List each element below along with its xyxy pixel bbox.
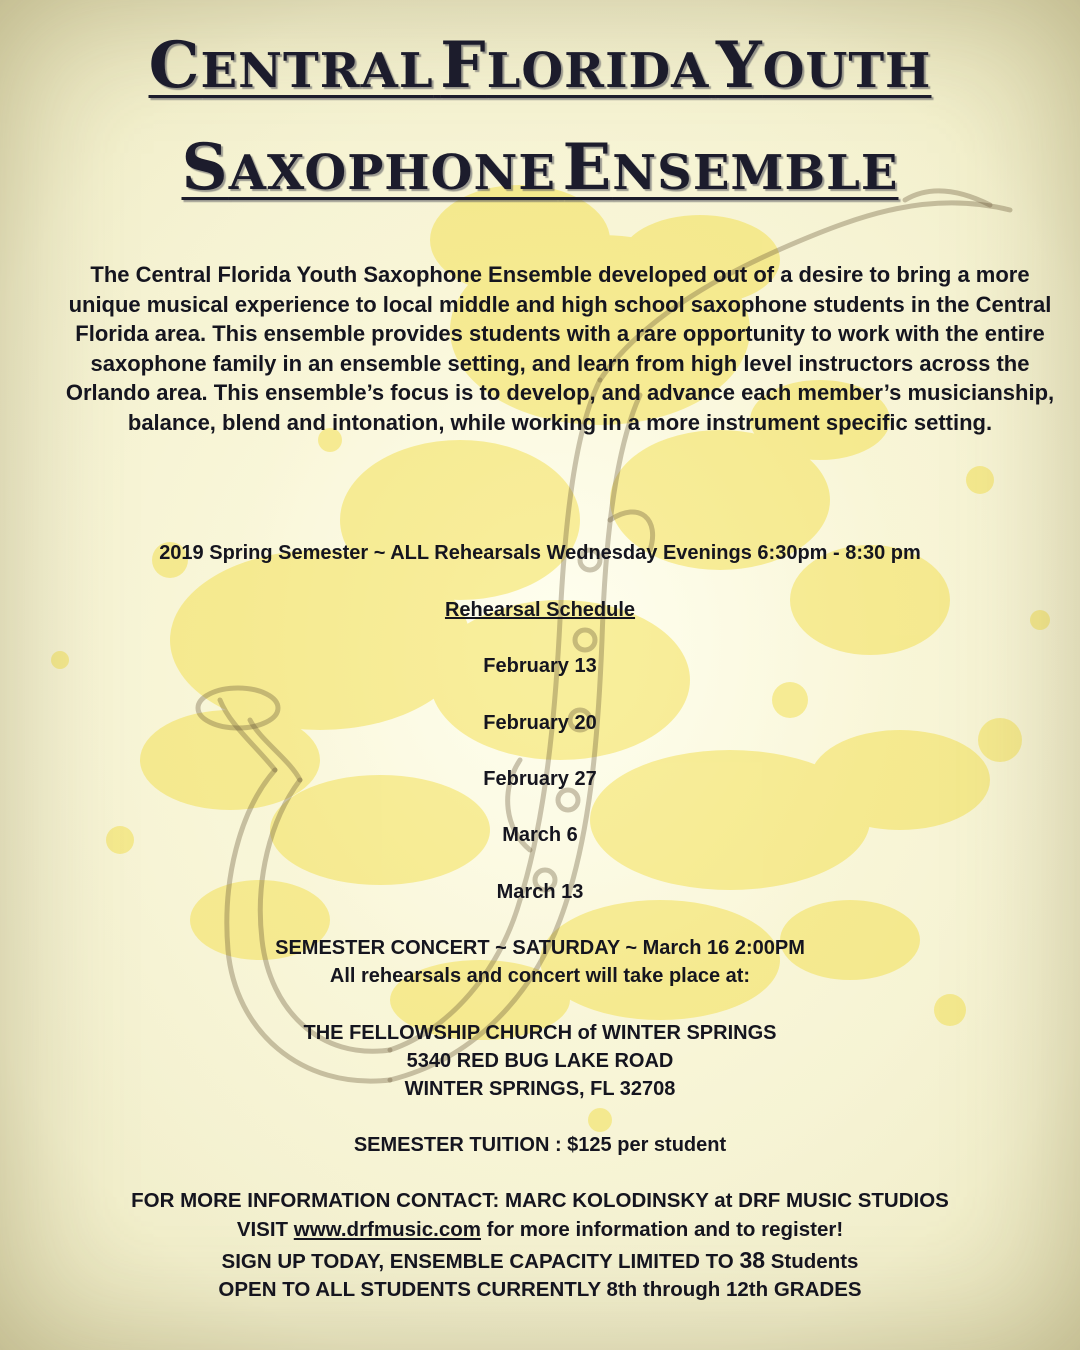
title-word-rest: OUTH: [762, 43, 932, 99]
capacity-prefix: SIGN UP TODAY, ENSEMBLE CAPACITY LIMITED TO: [221, 1250, 740, 1273]
venue-street: 5340 RED BUG LAKE ROAD: [406, 1050, 674, 1072]
title-word-rest: LORIDA: [486, 43, 710, 99]
rehearsal-date: March 6: [502, 824, 578, 846]
title-initial: S: [181, 130, 229, 205]
title-word-rest: ENTRAL: [200, 43, 434, 99]
rehearsal-date: February 27: [483, 768, 597, 790]
intro-paragraph: The Central Florida Youth Saxophone Ensemble developed out of a desire to bring a more unique musical experience to local middle and high school saxophone students in the Central Florida area. This ensemble provides students with a rare opportunity to work with the entire saxophone family in an ensemble setting, and learn from high level instructors across the Orlando area. This ensemble’s focus is to develop, and advance each member’s musicianship, balance, blend and intonation, while working in a more instrument specific setting.: [65, 262, 1055, 435]
title-word-rest: NSEMBLE: [612, 145, 899, 201]
rehearsal-schedule-heading: [0, 596, 1080, 624]
title-initial: Y: [715, 28, 763, 103]
website-link[interactable]: www.drfmusic.com: [293, 1218, 481, 1241]
visit-suffix: for more information and to register!: [480, 1218, 844, 1241]
concert-line: SEMESTER CONCERT ~ SATURDAY ~ March 16 2:00PM: [275, 937, 805, 959]
title-word-rest: AXOPHONE: [228, 145, 556, 201]
visit-prefix: VISIT: [236, 1218, 294, 1241]
capacity-number: 38: [739, 1247, 766, 1273]
title-initial: E: [562, 130, 613, 205]
capacity-suffix: Students: [765, 1250, 859, 1273]
visit-line: [0, 1216, 1080, 1244]
grades-line: OPEN TO ALL STUDENTS CURRENTLY 8th through 12th GRADES: [218, 1278, 862, 1301]
capacity-line: [0, 1246, 1080, 1276]
venue-name: THE FELLOWSHIP CHURCH of WINTER SPRINGS: [303, 1022, 777, 1044]
title-line-1: [0, 28, 1080, 103]
title-initial: F: [440, 28, 487, 103]
rehearsal-date: March 13: [496, 881, 584, 903]
contact-line: FOR MORE INFORMATION CONTACT: MARC KOLODINSKY at DRF MUSIC STUDIOS: [131, 1189, 949, 1212]
title-initial: C: [148, 28, 201, 103]
rehearsal-date: February 13: [483, 655, 597, 677]
location-intro: All rehearsals and concert will take place at:: [329, 965, 751, 987]
rehearsal-schedule-heading-text: Rehearsal Schedule: [444, 599, 636, 621]
semester-schedule-line: 2019 Spring Semester ~ ALL Rehearsals Wednesday Evenings 6:30pm - 8:30 pm: [159, 542, 921, 564]
title-line-2: [0, 130, 1080, 205]
tuition-line: SEMESTER TUITION : $125 per student: [353, 1134, 727, 1156]
rehearsal-date: February 20: [483, 712, 597, 734]
venue-city: WINTER SPRINGS, FL 32708: [404, 1078, 676, 1100]
